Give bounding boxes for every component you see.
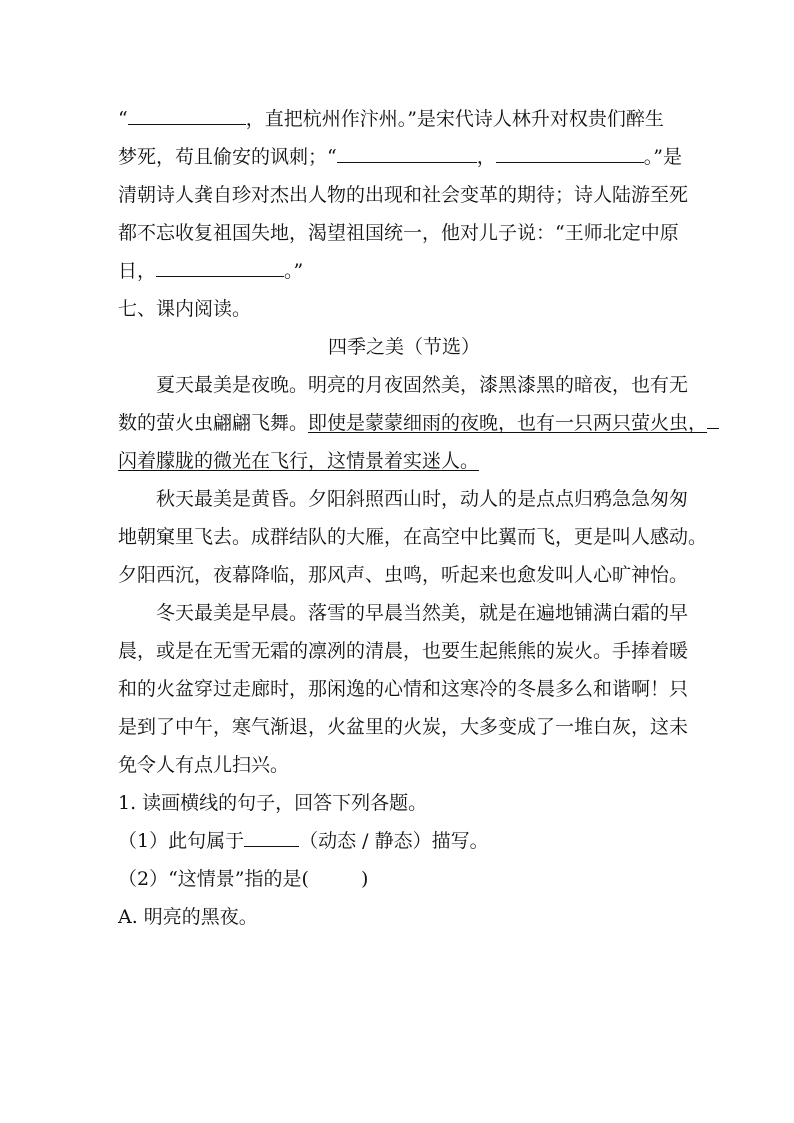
text: （2）“这情景”指的是( [118, 868, 309, 890]
question-1-1 [118, 822, 690, 860]
blank-field[interactable] [337, 140, 477, 163]
text: “ [118, 108, 128, 130]
content [118, 100, 708, 936]
text: （1）此句属于 [118, 830, 245, 852]
text: ， [476, 146, 496, 168]
underlined-sentence: 闪着朦胧的微光在飞行，这情景着实迷人。 [118, 450, 480, 472]
text: （动态 / 静态）描写。 [299, 830, 489, 852]
text: 数的萤火虫翩翩飞舞。 [118, 412, 309, 434]
intro-line-4: 都不忘收复祖国失地，渴望祖国统一，他对儿子说：“王师北定中原 [118, 222, 679, 244]
blank-field[interactable] [156, 254, 284, 277]
passage-line: 和的火盆穿过走廊时，那闲逸的心情和这寒冷的冬晨多么和谐啊！只 [118, 678, 689, 700]
intro-line-1 [118, 100, 690, 138]
blank-field[interactable] [496, 140, 644, 163]
text: 。”是 [643, 146, 682, 168]
passage-line [118, 404, 708, 442]
text: ) [360, 868, 369, 890]
question-1-2 [118, 860, 690, 898]
passage-line: 夏天最美是夜晚。明亮的月夜固然美，漆黑漆黑的暗夜，也有无 [156, 374, 689, 396]
passage-line: 晨，或是在无雪无霜的凛冽的清晨，也要生起熊熊的炭火。手捧着暖 [118, 640, 689, 662]
passage-line: 冬天最美是早晨。落雪的早晨当然美，就是在遍地铺满白霜的早 [156, 602, 689, 624]
section-heading: 七、课内阅读。 [118, 298, 252, 320]
text: 日， [118, 260, 157, 282]
blank-field[interactable] [128, 102, 246, 125]
option-a: A. 明亮的黑夜。 [118, 906, 258, 928]
answer-blank[interactable] [244, 824, 299, 847]
passage-line: 地朝窠里飞去。成群结队的大雁，在高空中比翼而飞，更是叫人感动。 [118, 526, 708, 548]
question-1: 1. 读画横线的句子，回答下列各题。 [118, 792, 428, 814]
intro-line-3: 清朝诗人龚自珍对杰出人物的出现和社会变革的期待；诗人陆游至死 [118, 184, 689, 206]
underline-tail [707, 406, 719, 429]
passage-line: 夕阳西沉，夜幕降临，那风声、虫鸣，听起来也愈发叫人心旷神怡。 [118, 564, 689, 586]
passage-line [118, 442, 690, 480]
text: 。” [284, 260, 304, 282]
passage-line: 是到了中午，寒气渐退，火盆里的火炭，大多变成了一堆白灰，这未 [118, 716, 689, 738]
text: ，直把杭州作汴州。”是宋代诗人林升对权贵们醉生 [245, 108, 664, 130]
intro-line-2 [118, 138, 690, 176]
passage-line: 秋天最美是黄昏。夕阳斜照西山时，动人的是点点归鸦急急匆匆 [156, 488, 689, 510]
passage-title: 四季之美（节选） [327, 336, 480, 358]
passage-line: 免令人有点儿扫兴。 [118, 754, 290, 776]
underlined-sentence: 即使是蒙蒙细雨的夜晚，也有一只两只萤火虫， [308, 412, 708, 434]
intro-line-5 [118, 252, 690, 290]
text: 梦死，苟且偷安的讽刺；“ [118, 146, 337, 168]
